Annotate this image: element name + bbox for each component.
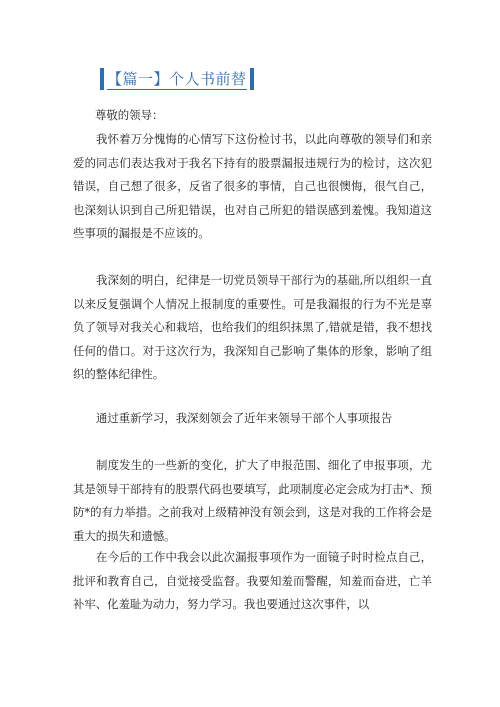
body-paragraph: [73, 128, 432, 246]
title-left-bar: [100, 68, 104, 90]
paragraph-text: 我怀着万分愧悔的心情写下这份检讨书，以此向尊敬的领导们和亲爱的同志们表达我对于我名下持有的股票漏报违规行为的检讨，这次犯错误，自己想了很多，反省了很多的事情，自己也很懊悔，很气自己，也深刻认识到自己所犯错误，也对自己所犯的错误感到羞愧。我知道这些事项的漏报是不应该的。: [73, 132, 432, 240]
body-paragraph: [73, 546, 432, 617]
paragraph-text: 制度发生的一些新的变化，扩大了申报范围、细化了申报事项，尤其是领导干部持有的股票代码也要填写，此项制度必定会成为打击*、预防*的有力举措。之前我对上级精神没有领会到，这是对我的工作将会是重大的损失和遗憾。: [73, 458, 432, 543]
section-title-text: 【篇一】个人书前替: [107, 69, 247, 88]
body-paragraph: [73, 269, 432, 387]
paragraph-text: 在今后的工作中我会以此次漏报事项作为一面镜子时时检点自己，批评和教育自己，自觉接受监督。我要知羞而警醒，知羞而奋进，亡羊补牢、化羞耻为动力，努力学习。我也要通过这次事件，以: [73, 550, 432, 611]
body-paragraph: [73, 407, 432, 431]
salutation: 尊敬的领导：: [95, 108, 164, 122]
title-right-bar: [250, 68, 254, 90]
section-title: [100, 67, 254, 91]
paragraph-text: 我深刻的明白，纪律是一切党员领导干部行为的基础,所以组织一直以来反复强调个人情况上报制度的重要性。可是我漏报的行为不光是辜负了领导对我关心和栽培，也给我们的组织抹黑了,错就是错，我不想找任何的借口。对于这次行为，我深知自己影响了集体的形象，影响了组织的整体纪律性。: [73, 273, 432, 381]
paragraph-text: 通过重新学习，我深刻领会了近年来领导干部个人事项报告: [96, 411, 393, 425]
body-paragraph: [73, 454, 432, 548]
